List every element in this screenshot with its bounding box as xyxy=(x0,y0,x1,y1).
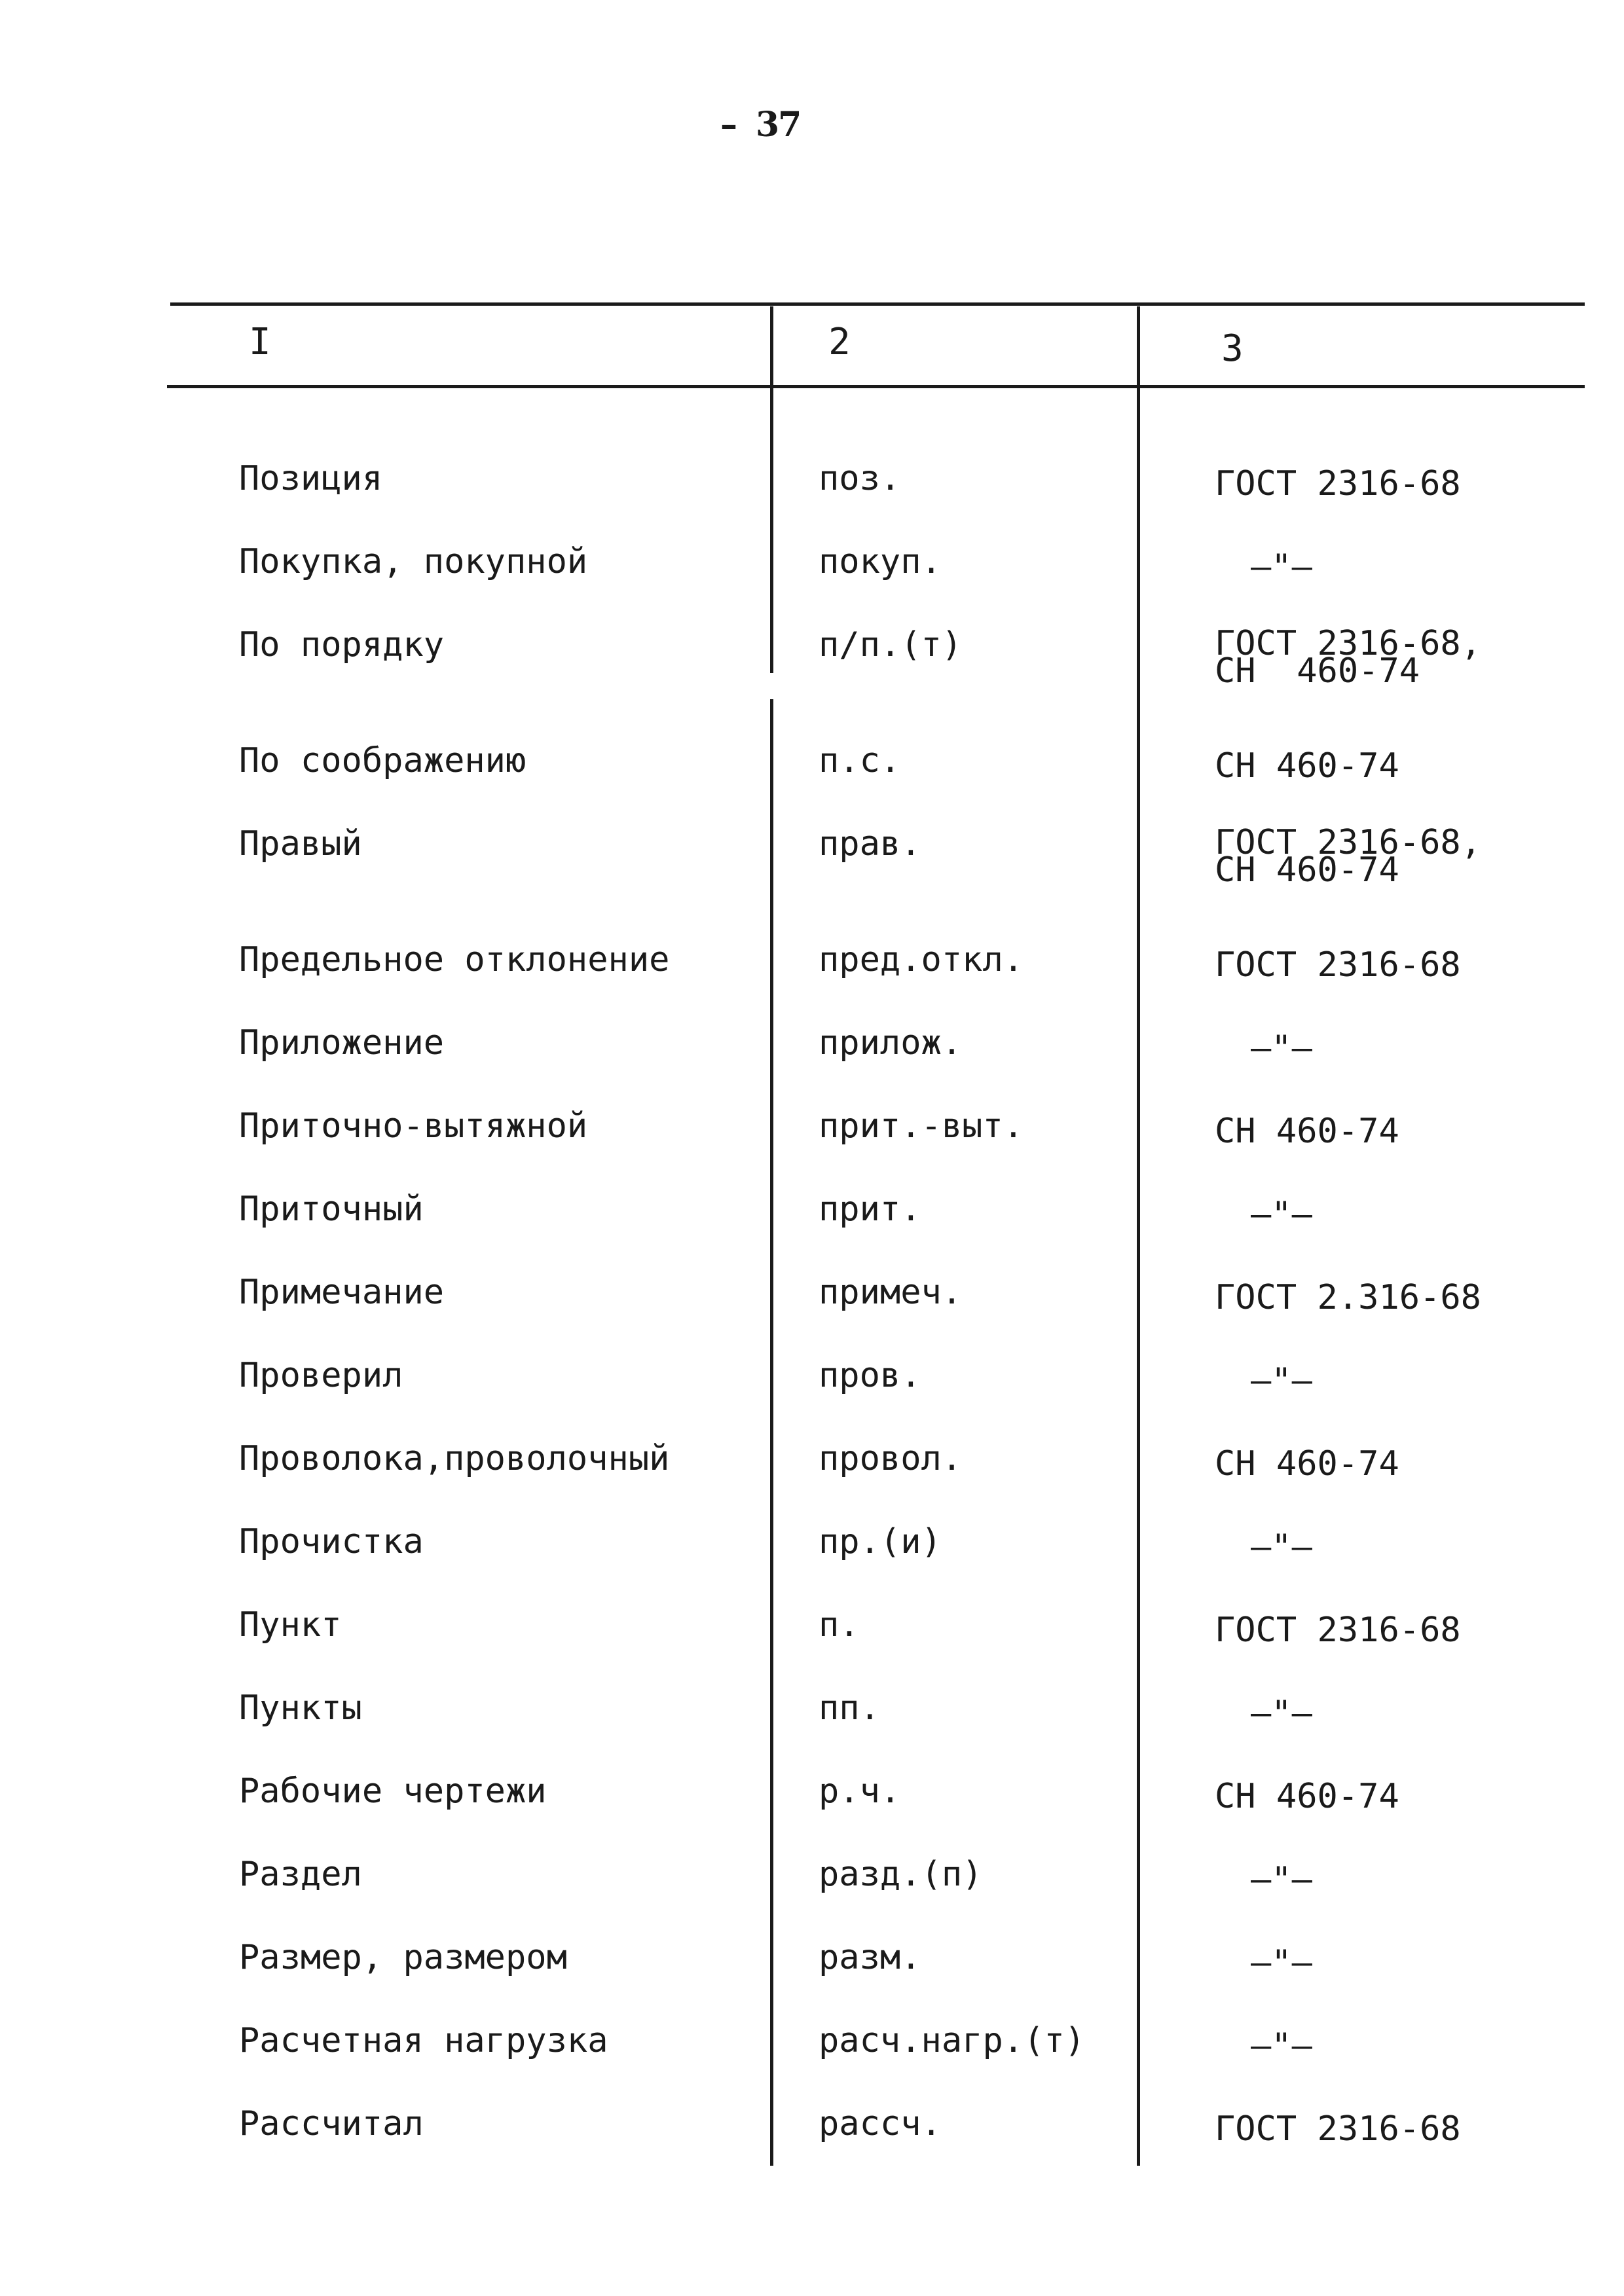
term-cell: Позиция xyxy=(239,459,383,498)
abbreviation-cell: покуп. xyxy=(819,542,942,581)
abbreviation-cell: провол. xyxy=(819,1439,963,1478)
term-cell: Приложение xyxy=(239,1023,445,1063)
term-cell: Пункты xyxy=(239,1688,362,1728)
abbreviation-cell: прит. xyxy=(819,1190,921,1229)
abbreviation-cell: п.с. xyxy=(819,741,901,780)
source-cell: –"– xyxy=(1251,1527,1312,1567)
term-cell: По соображению xyxy=(239,741,526,780)
source-cell: –"– xyxy=(1251,1029,1312,1068)
source-cell: ГОСТ 2316-68, СН 460-74 xyxy=(1215,823,1481,890)
abbreviation-cell: прилож. xyxy=(819,1023,963,1063)
table-top-rule xyxy=(170,302,1585,306)
abbreviation-cell: п/п.(т) xyxy=(819,625,963,665)
source-cell: ГОСТ 2316-68 xyxy=(1215,464,1461,503)
source-cell: ГОСТ 2316-68 xyxy=(1215,945,1461,985)
abbreviation-cell: р.ч. xyxy=(819,1772,901,1811)
source-cell: –"– xyxy=(1251,1860,1312,1899)
term-cell: Примечание xyxy=(239,1273,445,1312)
source-cell: СН 460-74 xyxy=(1215,1777,1399,1816)
source-cell: –"– xyxy=(1251,547,1312,587)
source-cell: СН 460-74 xyxy=(1215,1444,1399,1484)
abbreviation-cell: разм. xyxy=(819,1938,921,1977)
column-header-1: I xyxy=(249,321,271,363)
term-cell: Приточный xyxy=(239,1190,424,1229)
abbreviation-cell: разд.(п) xyxy=(819,1855,983,1894)
source-cell: –"– xyxy=(1251,1943,1312,1982)
abbreviation-cell: поз. xyxy=(819,459,901,498)
table-header-rule xyxy=(167,385,1585,388)
column-header-2: 2 xyxy=(828,321,851,363)
page-number-dash: – xyxy=(720,105,736,145)
term-cell: Раздел xyxy=(239,1855,362,1894)
source-cell: ГОСТ 2.316-68 xyxy=(1215,1278,1481,1317)
column-divider-2 xyxy=(1137,306,1140,2166)
abbreviation-cell: прав. xyxy=(819,824,921,864)
term-cell: Предельное отклонение xyxy=(239,940,670,979)
abbreviation-cell: расч.нагр.(т) xyxy=(819,2021,1085,2060)
term-cell: Проволока,проволочный xyxy=(239,1439,670,1478)
term-cell: По порядку xyxy=(239,625,445,665)
abbreviation-cell: пред.откл. xyxy=(819,940,1024,979)
abbreviation-cell: пп. xyxy=(819,1688,880,1728)
term-cell: Размер, размером xyxy=(239,1938,567,1977)
term-cell: Правый xyxy=(239,824,362,864)
term-cell: Рассчитал xyxy=(239,2104,424,2143)
page-number xyxy=(720,105,800,145)
source-cell: –"– xyxy=(1251,2026,1312,2066)
source-cell: ГОСТ 2316-68, СН 460-74 xyxy=(1215,624,1481,691)
column-divider-1-lower xyxy=(770,699,773,2166)
term-cell: Рабочие чертежи xyxy=(239,1772,547,1811)
abbreviation-cell: рассч. xyxy=(819,2104,942,2143)
source-cell: ГОСТ 2316-68 xyxy=(1215,1611,1461,1650)
abbreviation-cell: пр.(и) xyxy=(819,1522,942,1561)
source-cell: СН 460-74 xyxy=(1215,1112,1399,1151)
column-divider-1 xyxy=(770,306,773,673)
term-cell: Покупка, покупной xyxy=(239,542,588,581)
page-number-value: 37 xyxy=(756,105,801,145)
source-cell: –"– xyxy=(1251,1361,1312,1400)
source-cell: –"– xyxy=(1251,1694,1312,1733)
column-header-3: 3 xyxy=(1221,327,1244,370)
source-cell: ГОСТ 2316-68 xyxy=(1215,2109,1461,2149)
term-cell: Расчетная нагрузка xyxy=(239,2021,608,2060)
term-cell: Пункт xyxy=(239,1605,342,1645)
abbreviation-cell: п. xyxy=(819,1605,860,1645)
source-cell: –"– xyxy=(1251,1195,1312,1234)
abbreviation-cell: пров. xyxy=(819,1356,921,1395)
abbreviation-cell: прит.-выт. xyxy=(819,1106,1024,1146)
term-cell: Проверил xyxy=(239,1356,403,1395)
term-cell: Прочистка xyxy=(239,1522,424,1561)
abbreviation-cell: примеч. xyxy=(819,1273,963,1312)
source-cell: СН 460-74 xyxy=(1215,746,1399,786)
term-cell: Приточно-вытяжной xyxy=(239,1106,588,1146)
